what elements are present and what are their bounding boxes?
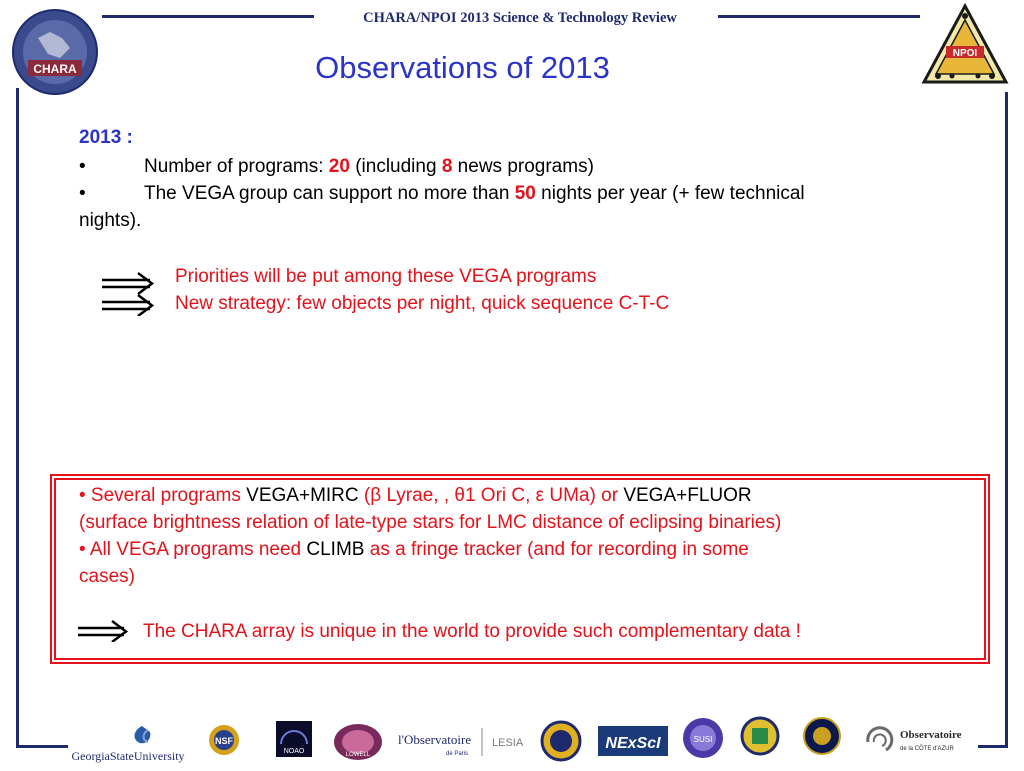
georgia-state-text: GeorgiaStateUniversity [71,749,185,763]
naval-logo [740,716,780,756]
npoi-logo [920,2,1010,90]
vega-fluor: VEGA+FLUOR [623,485,752,506]
frame-left [16,88,19,748]
svg-text:NExScI: NExScI [605,735,661,752]
noao-logo [275,720,313,758]
arrow-line-priorities: Priorities will be put among these VEGA programs [175,266,597,287]
svg-text:l'Observatoire: l'Observatoire [398,732,472,747]
footer-rule-left [16,745,68,748]
bullet-programs [79,153,594,180]
double-arrow-icon [76,620,130,642]
vega-mirc: VEGA+MIRC [246,485,359,506]
bullet2-suffix: nights per year (+ few technical [535,183,805,204]
lesia-logo [490,730,534,752]
svg-text:Observatoire: Observatoire [900,729,962,741]
oca-logo [862,722,974,760]
navy-seal-logo [802,716,842,756]
box-line1-c: (β Lyrae, , θ1 Ori C, ε UMa) or [358,485,624,506]
year-label: 2013 : [79,127,133,148]
conclusion-text: The CHARA array is unique in the world to provide such complementary data ! [143,621,801,642]
bullet-char: • [79,156,86,177]
box-line3-c: as a fringe tracker (and for recording in some [364,539,749,560]
susi-logo [682,716,724,760]
observatoire-paris-logo [396,724,484,760]
svg-text:de la CÔTE d'AZUR: de la CÔTE d'AZUR [900,746,954,752]
svg-text:NSF: NSF [215,736,233,746]
nexsci-logo [596,724,670,762]
usno-logo [540,720,582,762]
bullet-nights [79,180,805,207]
svg-text:de Paris: de Paris [446,751,469,757]
frame-right [1005,92,1008,748]
arrow-line-strategy: New strategy: few objects per night, quick sequence C-T-C [175,293,670,314]
box-line-3 [79,536,749,563]
new-program-count: 8 [441,156,453,177]
bullet1-prefix: Number of programs: [144,156,329,177]
chara-logo-text: CHARA [33,62,77,76]
nights-count: 50 [514,183,536,204]
svg-text:SUSI: SUSI [693,735,713,744]
box-line-2: (surface brightness relation of late-type stars for LMC distance of eclipsing binaries) [79,512,782,533]
box-line-4: cases) [79,566,135,587]
header-rule-left [102,15,314,18]
slide-title: Observations of 2013 [315,50,610,85]
svg-text:LOWELL: LOWELL [345,752,371,758]
header-rule-right [718,15,920,18]
bullet2-prefix: The VEGA group can support no more than [144,183,515,204]
bullet-char: • [79,183,86,204]
program-count: 20 [328,156,350,177]
svg-text:LESIA: LESIA [492,737,524,749]
svg-text:NOAO: NOAO [283,748,305,755]
box-line-1 [79,482,752,509]
footer-rule-right [978,745,1008,748]
lowell-logo [332,722,384,762]
bullet1-middle: (including [349,156,442,177]
nsf-logo [206,722,242,758]
npoi-logo-text: NPOI [952,48,978,59]
georgia-state-logo [68,722,188,766]
climb: CLIMB [306,539,365,560]
header-title: CHARA/NPOI 2013 Science & Technology Review [363,10,677,26]
bullet1-suffix: news programs) [452,156,594,177]
double-arrow-icon [100,270,156,316]
chara-logo [10,8,100,96]
box-line1-a: • Several programs [79,485,247,506]
box-line3-a: • All VEGA programs need [79,539,307,560]
bullet-nights-continuation: nights). [79,210,142,231]
